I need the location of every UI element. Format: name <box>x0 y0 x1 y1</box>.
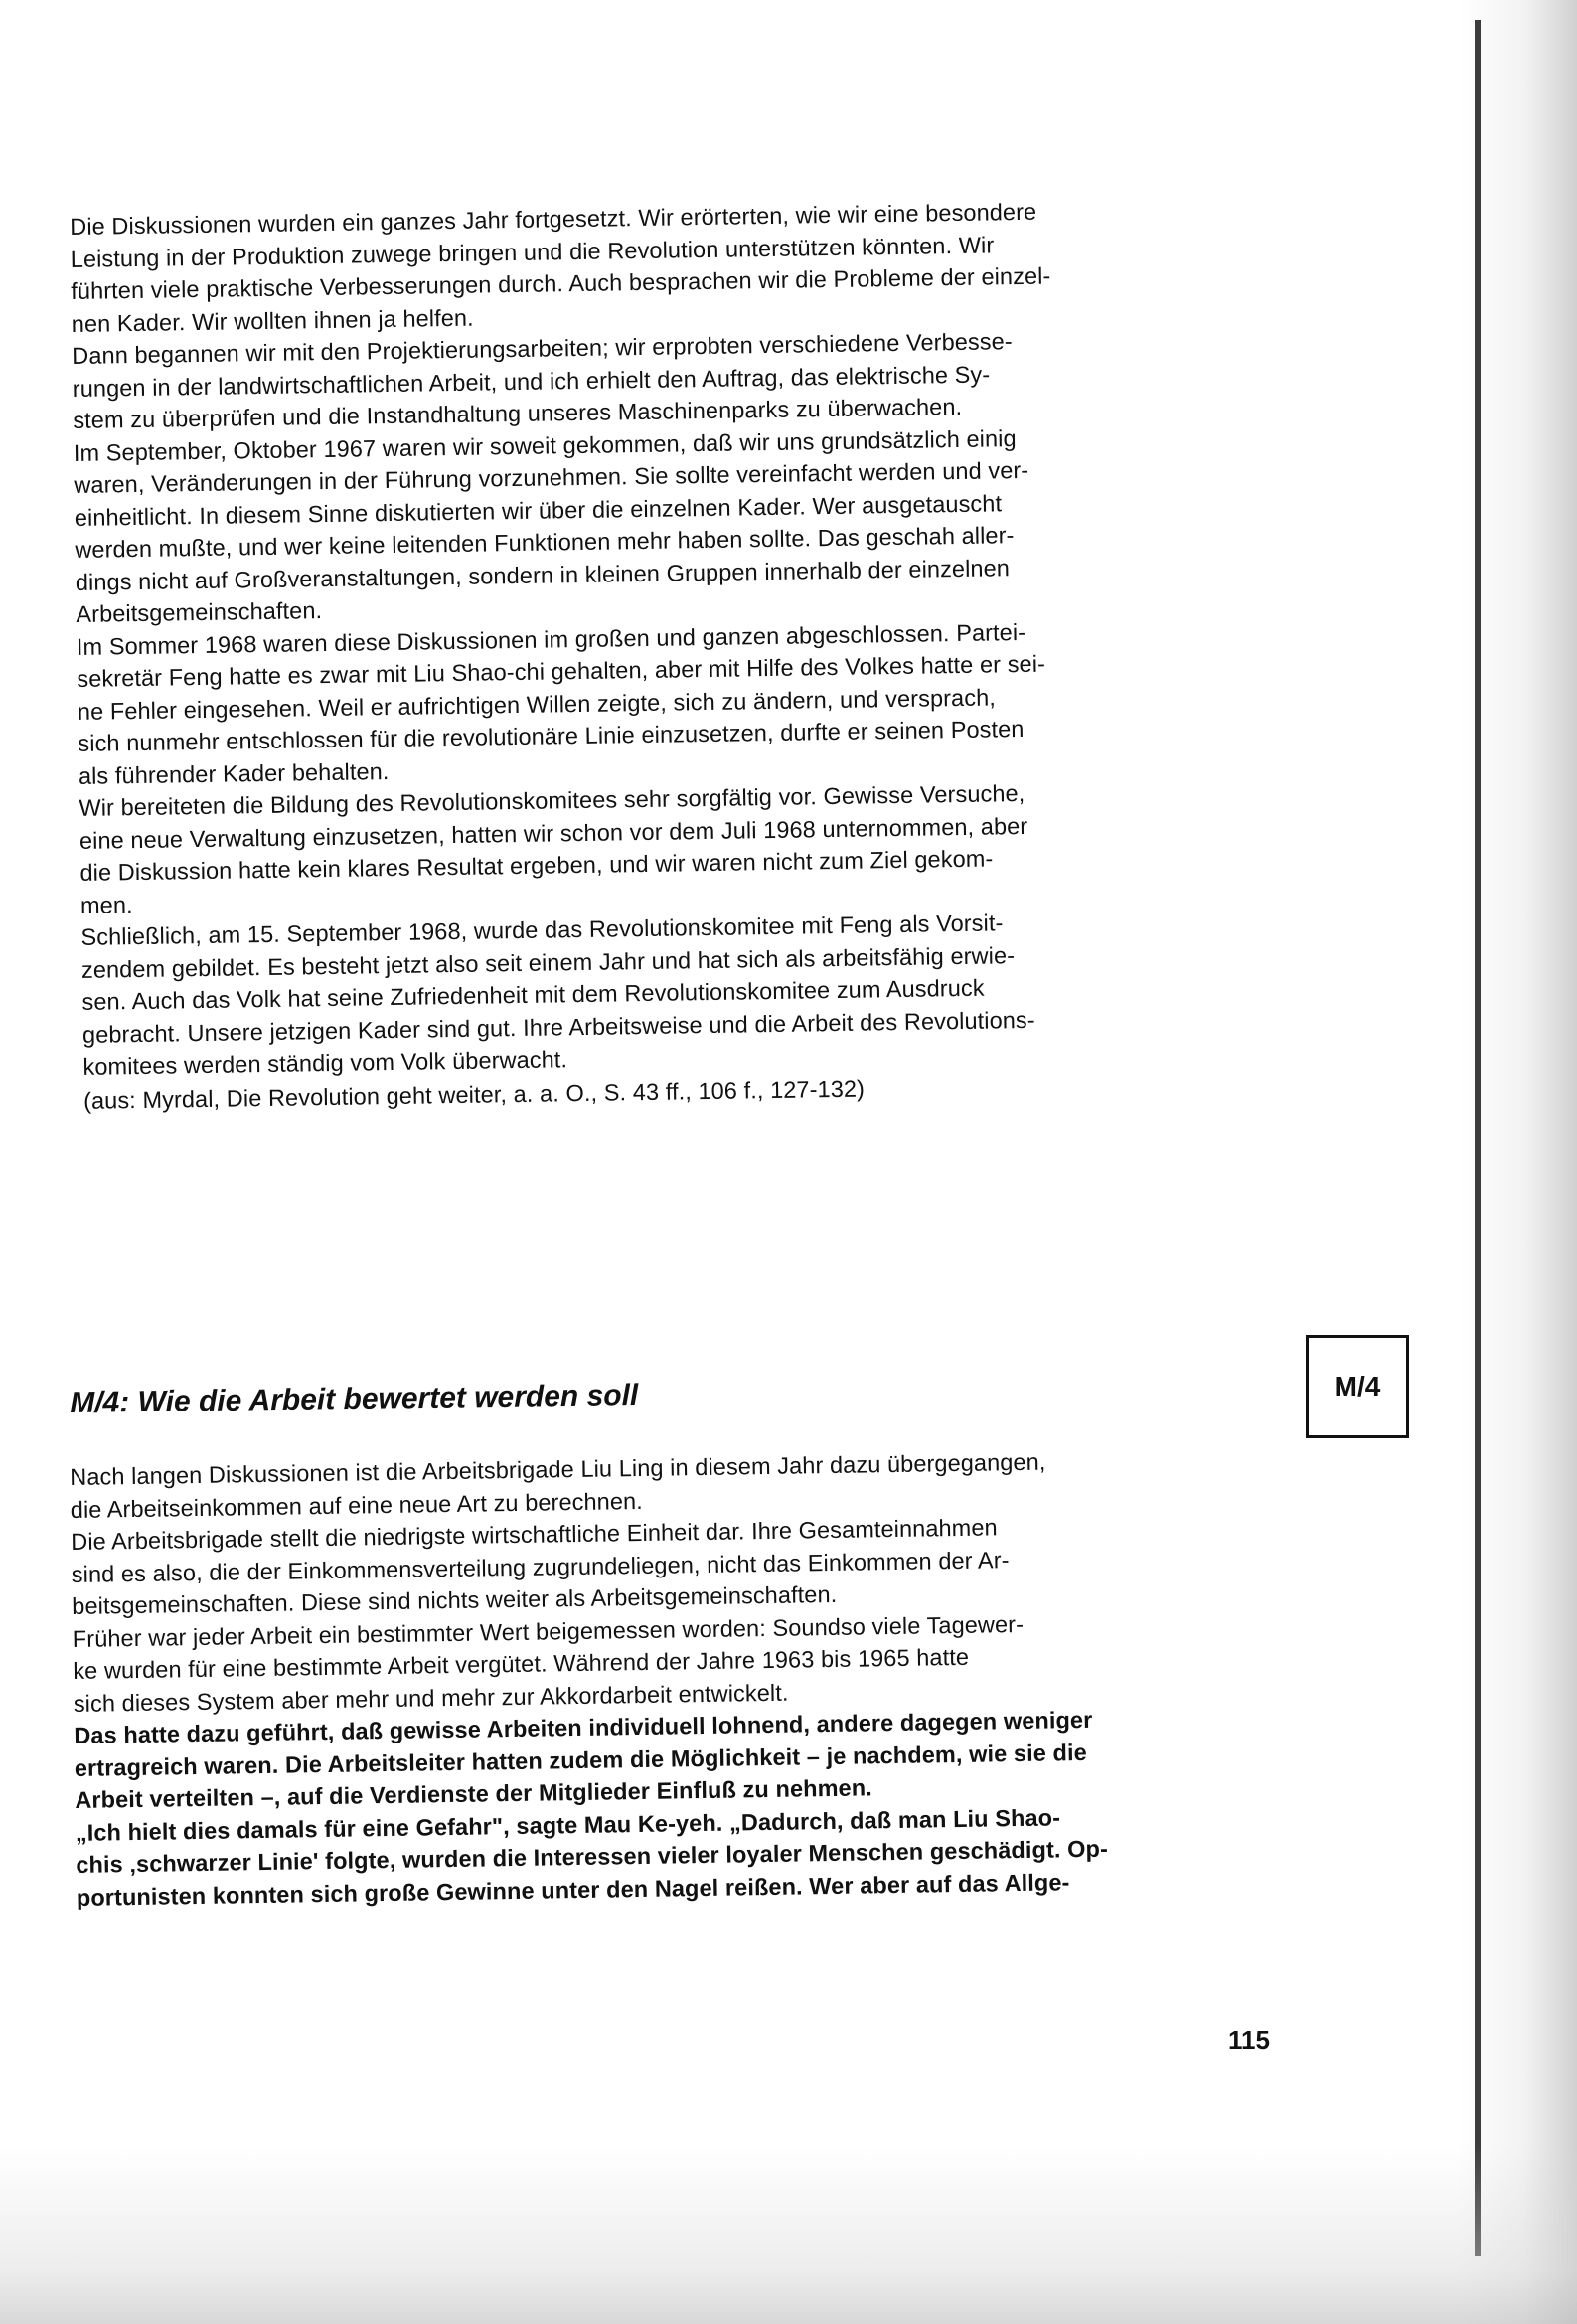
paragraph: Im Sommer 1968 waren diese Diskussionen im großen und ganzen abgeschlossen. Partei- sekretär Feng hatte es zwar mit Liu Shao-chi gehalten, aber mit Hilfe des Volkes hatte er sei- ne Fehler eingesehen. Weil er aufrichtigen Willen zeigte, sich zu ändern, und versprach, sich nunmehr entschlossen für die revolutionäre Linie einzusetzen, durfte er seinen Posten als führender Kader behalten. <box>76 618 1046 789</box>
paragraph: Im September, Oktober 1967 waren wir soweit gekommen, daß wir uns grundsätzlich einig waren, Veränderungen in der Führung vorzunehmen. Sie sollte vereinfacht werden und ver- einheitlicht. In diesem Sinne diskutierten wir über die einzelnen Kader. Wer ausgetauscht werden mußte, und wer keine leitenden Funktionen mehr haben sollte. Das geschah aller- dings nicht auf Großveranstaltungen, sondern in kleinen Gruppen innerhalb der einzelnen Arbeitsgemeinschaften. <box>73 424 1029 627</box>
paragraph: Schließlich, am 15. September 1968, wurde das Revolutionskomitee mit Feng als Vorsit- zendem gebildet. Es besteht jetzt also seit einem Jahr und hat sich als arbeitsfähig erwie- sen. Auch das Volk hat seine Zufriedenheit mit dem Revolutionskomitee zum Ausdruck gebracht. Unsere jetzigen Kader sind gut. Ihre Arbeitsweise und die Arbeit des Revolutions- komitees werden ständig vom Volk überwacht. <box>80 910 1035 1079</box>
paragraph: Die Diskussionen wurden ein ganzes Jahr fortgesetzt. Wir erörterten, wie wir eine besondere Leistung in der Produktion zuwege bringen und die Revolution unterstützen könnten. Wir führten viele praktische Verbesserungen durch. Auch besprachen wir die Probleme der einzel- nen Kader. Wir wollten ihnen ja helfen. <box>70 198 1051 337</box>
paragraph: Nach langen Diskussionen ist die Arbeitsbrigade Liu Ling in diesem Jahr dazu übergegangen, die Arbeitseinkommen auf eine neue Art zu berechnen. <box>70 1448 1046 1523</box>
page-number: 115 <box>1228 2025 1270 2055</box>
paragraph: Früher war jeder Arbeit ein bestimmter Wert beigemessen worden: Soundso viele Tagewer- ke wurden für eine bestimmte Arbeit vergütet. Während der Jahre 1963 bis 1965 hatte sich dieses System aber mehr und mehr zur Akkordarbeit entwickelt. <box>72 1610 1025 1717</box>
paragraph: „Ich hielt dies damals für eine Gefahr", sagte Mau Ke-yeh. „Dadurch, daß man Liu Shao- chis ‚schwarzer Linie' folgte, wurden die Interessen vieler loyaler Menschen geschädigt. Op- portunisten konnten sich große Gewinne unter den Nagel reißen. Wer aber auf das Allge- <box>75 1803 1109 1910</box>
binding-edge-line <box>1475 20 1481 2256</box>
margin-label-box <box>1306 1335 1409 1438</box>
top-text-block <box>70 192 1276 1117</box>
paragraph: Die Arbeitsbrigade stellt die niedrigste wirtschaftliche Einheit dar. Ihre Gesamteinnahmen sind es also, die der Einkommensverteilung zugrundeliegen, nicht das Einkommen der Ar- beitsgemeinschaften. Diese sind nichts weiter als Arbeitsgemeinschaften. <box>71 1514 1010 1619</box>
source-citation: (aus: Myrdal, Die Revolution geht weiter, a. a. O., S. 43 ff., 106 f., 127-132) <box>82 1076 866 1114</box>
paragraph: Wir bereiteten die Bildung des Revolutionskomitees sehr sorgfältig vor. Gewisse Versuche, eine neue Verwaltung einzusetzen, hatten wir schon vor dem Juli 1968 unternommen, aber die Diskussion hatte kein klares Resultat ergeben, und wir waren nicht zum Ziel gekom- men. <box>79 779 1028 918</box>
section-heading: M/4: Wie die Arbeit bewertet werden soll <box>70 1379 639 1419</box>
paragraph: Dann begannen wir mit den Projektierungsarbeiten; wir erprobten verschiedene Verbesse- rungen in der landwirtschaftlichen Arbeit, und ich erhielt den Auftrag, das elektrische Sy- stem zu überprüfen und die Instandhaltung unseres Maschinenparks zu überwachen. <box>72 328 1013 433</box>
scan-noise <box>0 2145 1577 2324</box>
m4-text-block <box>70 1442 1269 1913</box>
margin-label: M/4 <box>1334 1371 1381 1402</box>
paragraph: Das hatte dazu geführt, daß gewisse Arbeiten individuell lohnend, andere dagegen weniger ertragreich waren. Die Arbeitsleiter hatten zudem die Möglichkeit – je nachdem, wie sie die Arbeit verteilten –, auf die Verdienste der Mitglieder Einfluß zu nehmen. <box>74 1706 1093 1813</box>
